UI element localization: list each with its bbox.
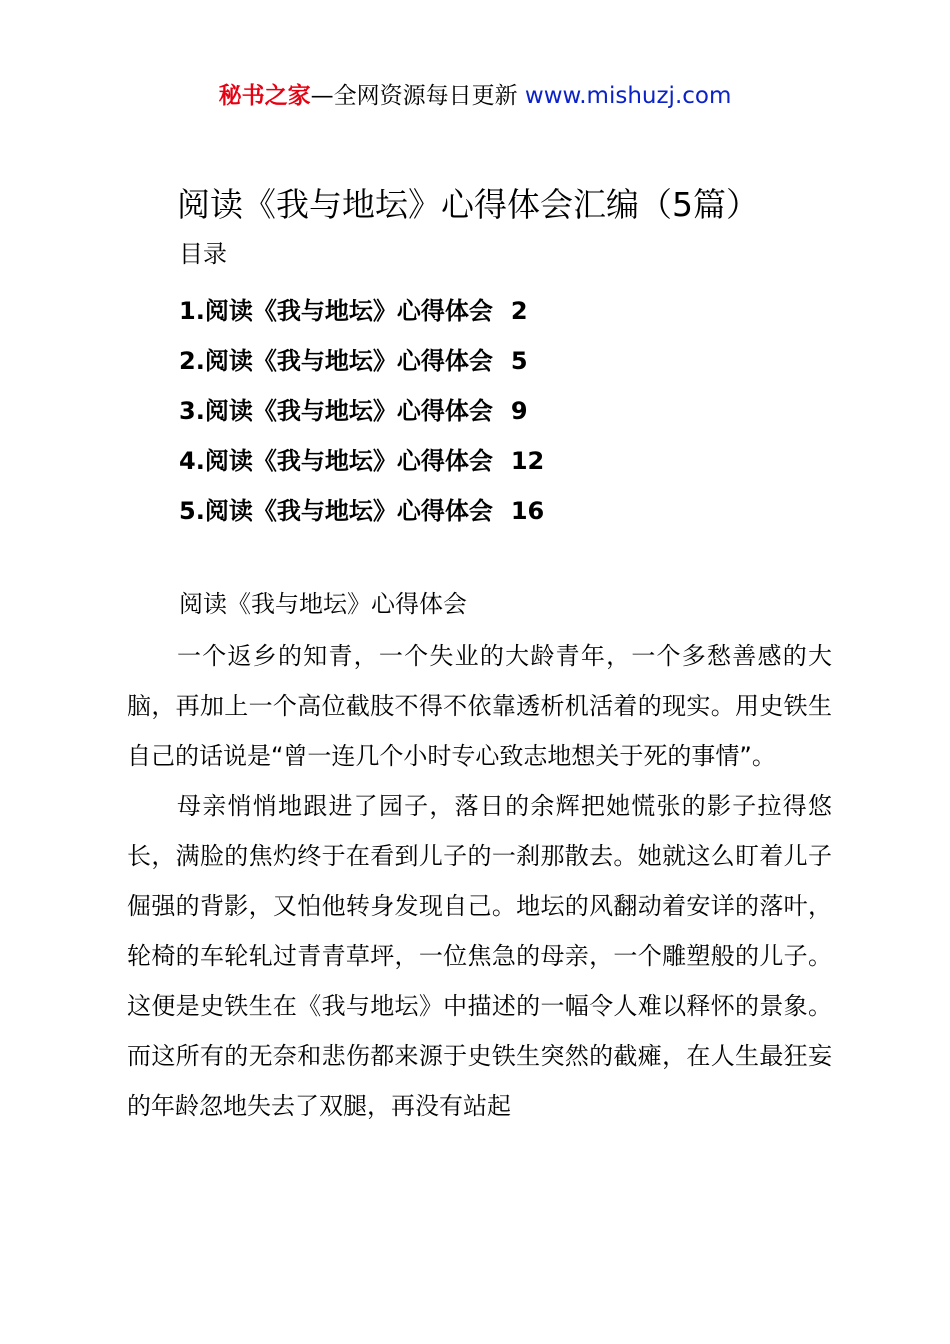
paragraph: 一个返乡的知青，一个失业的大龄青年，一个多愁善感的大脑，再加上一个高位截肢不得不依靠透析机活着的现实。用史铁生自己的话说是“曾一连几个小时专心致志地想关于死的事情”。 — [127, 642, 832, 770]
table-of-contents — [179, 286, 544, 536]
toc-item-1[interactable] — [179, 286, 544, 336]
toc-item-label: 5.阅读《我与地坛》心得体会 — [179, 497, 493, 525]
site-header — [0, 80, 950, 112]
brand-name: 秘书之家 — [218, 83, 311, 109]
toc-item-label: 4.阅读《我与地坛》心得体会 — [179, 447, 493, 475]
toc-item-2[interactable] — [179, 336, 544, 386]
toc-item-3[interactable] — [179, 386, 544, 436]
site-url-link[interactable]: www.mishuzj.com — [524, 83, 732, 109]
toc-item-label: 1.阅读《我与地坛》心得体会 — [179, 297, 493, 325]
toc-item-4[interactable] — [179, 436, 544, 486]
document-title: 阅读《我与地坛》心得体会汇编（5篇） — [177, 185, 759, 224]
toc-item-page: 12 — [510, 447, 545, 475]
toc-item-page: 5 — [510, 347, 528, 375]
toc-item-5[interactable] — [179, 486, 544, 536]
toc-item-label: 2.阅读《我与地坛》心得体会 — [179, 347, 493, 375]
toc-item-page: 16 — [510, 497, 545, 525]
header-tagline: —全网资源每日更新 — [310, 83, 518, 109]
section-heading: 阅读《我与地坛》心得体会 — [179, 590, 467, 618]
toc-heading: 目录 — [179, 240, 227, 268]
paragraph: 母亲悄悄地跟进了园子，落日的余辉把她慌张的影子拉得悠长，满脸的焦灼终于在看到儿子的一刹那散去。她就这么盯着儿子倔强的背影，又怕他转身发现自己。地坛的风翻动着安详的落叶，轮椅的车轮轧过青青草坪，一位焦急的母亲，一个雕塑般的儿子。这便是史铁生在《我与地坛》中描述的一幅令人难以释怀的景象。而这所有的无奈和悲伤都来源于史铁生突然的截瘫，在人生最狂妄的年龄忽地失去了双腿，再没有站起 — [127, 792, 832, 1120]
toc-item-page: 9 — [510, 397, 528, 425]
body-text — [127, 631, 832, 1131]
toc-item-label: 3.阅读《我与地坛》心得体会 — [179, 397, 493, 425]
toc-item-page: 2 — [510, 297, 528, 325]
